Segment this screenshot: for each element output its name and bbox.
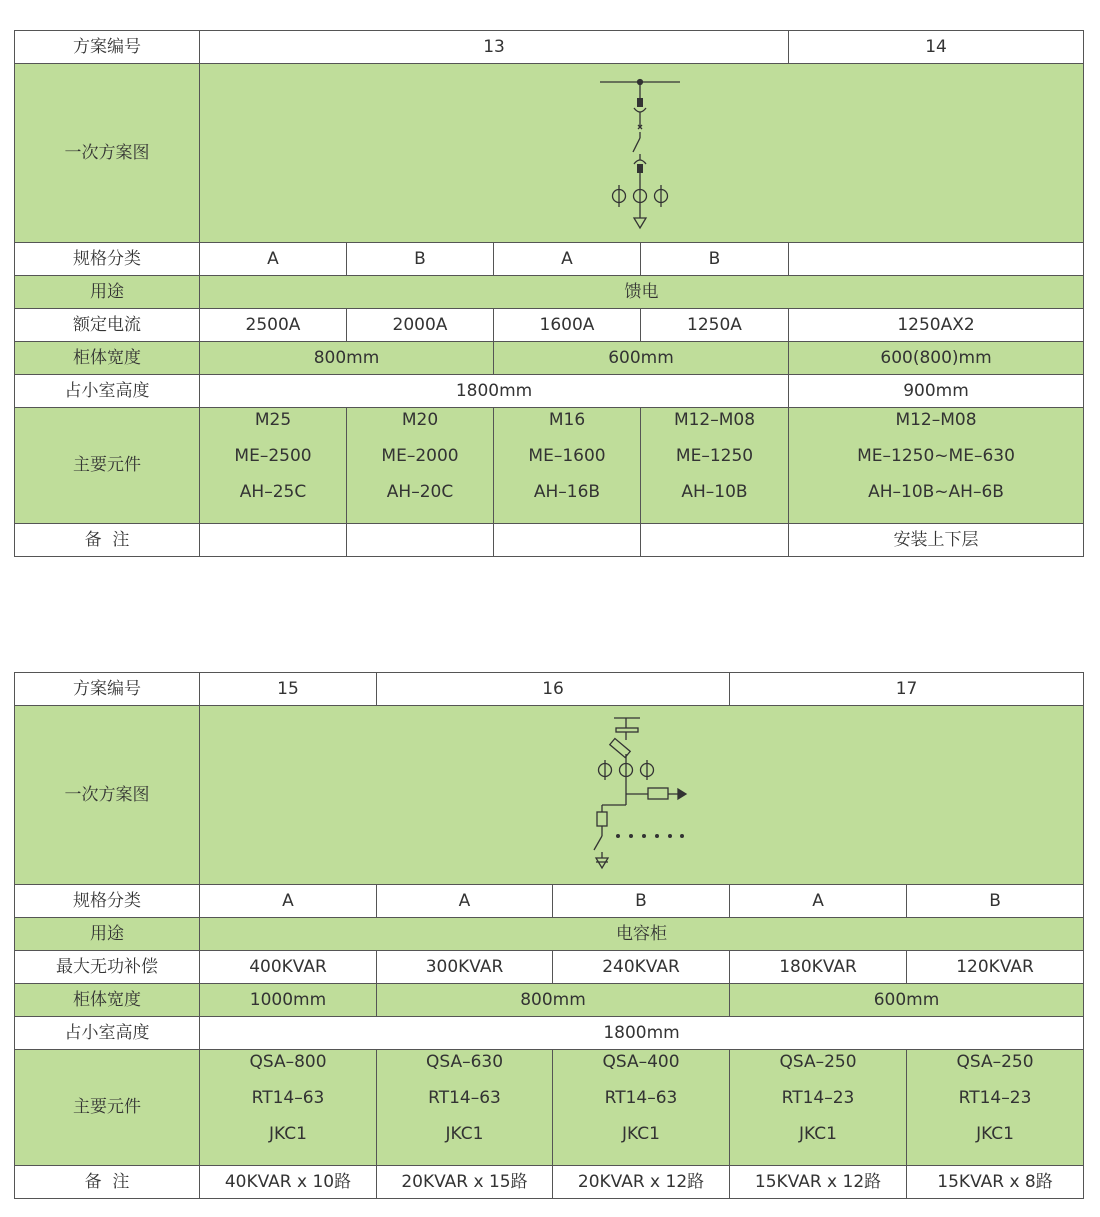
width-cell: 600mm <box>494 342 789 375</box>
component-item: RT14–63 <box>604 1087 678 1108</box>
use-cell: 馈电 <box>200 276 1084 309</box>
remark-cell <box>200 524 347 557</box>
use-header: 用途 <box>15 918 200 951</box>
component-item: JKC1 <box>976 1123 1014 1144</box>
capacitor-circuit-diagram <box>560 710 720 880</box>
components-cell <box>200 408 347 524</box>
compensation-cell: 300KVAR <box>377 951 553 984</box>
component-item: AH–16B <box>533 481 601 502</box>
spec-cell: A <box>200 243 347 276</box>
spec-cell: B <box>907 885 1084 918</box>
component-item: QSA–250 <box>956 1051 1034 1072</box>
spec-cell: A <box>494 243 641 276</box>
spec-cell: A <box>730 885 907 918</box>
scheme-number: 17 <box>730 673 1084 706</box>
height-header: 占小室高度 <box>15 375 200 408</box>
remark-cell <box>641 524 789 557</box>
component-item: M25 <box>254 409 292 430</box>
component-item: M16 <box>548 409 586 430</box>
spec-cell <box>789 243 1084 276</box>
remark-cell: 15KVAR x 12路 <box>730 1166 907 1199</box>
scheme-number: 15 <box>200 673 377 706</box>
remark-cell <box>347 524 494 557</box>
component-item: RT14–23 <box>958 1087 1032 1108</box>
component-item: M20 <box>401 409 439 430</box>
components-cell <box>730 1050 907 1166</box>
components-cell <box>347 408 494 524</box>
current-header: 额定电流 <box>15 309 200 342</box>
remark-cell: 20KVAR x 15路 <box>377 1166 553 1199</box>
compensation-header: 最大无功补偿 <box>15 951 200 984</box>
component-item: JKC1 <box>269 1123 307 1144</box>
width-cell: 800mm <box>200 342 494 375</box>
components-cell <box>789 408 1084 524</box>
component-item: QSA–250 <box>779 1051 857 1072</box>
remark-cell <box>494 524 641 557</box>
spec-cell: B <box>347 243 494 276</box>
use-cell: 电容柜 <box>200 918 1084 951</box>
width-cell: 800mm <box>377 984 730 1017</box>
diagram-header: 一次方案图 <box>15 64 200 243</box>
spec-cell: B <box>553 885 730 918</box>
component-item: M12–M08 <box>673 409 756 430</box>
width-cell: 600(800)mm <box>789 342 1084 375</box>
height-cell: 1800mm <box>200 1017 1084 1050</box>
component-item: RT14–63 <box>251 1087 325 1108</box>
compensation-cell: 180KVAR <box>730 951 907 984</box>
circuit-diagram-cell <box>200 64 1084 243</box>
current-cell: 1250A <box>641 309 789 342</box>
feeder-circuit-diagram <box>560 68 720 238</box>
circuit-diagram-cell <box>200 706 1084 885</box>
component-item: QSA–400 <box>602 1051 680 1072</box>
scheme-number: 16 <box>377 673 730 706</box>
spec-cell: A <box>377 885 553 918</box>
spec-table-1 <box>14 30 1084 557</box>
components-cell <box>200 1050 377 1166</box>
remark-cell: 15KVAR x 8路 <box>907 1166 1084 1199</box>
height-cell: 1800mm <box>200 375 789 408</box>
component-item: M12–M08 <box>895 409 977 430</box>
scheme-header: 方案编号 <box>15 31 200 64</box>
component-item: RT14–23 <box>781 1087 855 1108</box>
components-header: 主要元件 <box>15 1050 200 1166</box>
current-cell: 1250AX2 <box>789 309 1084 342</box>
remark-header: 备 注 <box>15 1166 200 1199</box>
components-cell <box>641 408 789 524</box>
component-item: AH–20C <box>386 481 454 502</box>
component-item: AH–10B <box>681 481 748 502</box>
component-item: AH–10B~AH–6B <box>868 481 1004 502</box>
spec-cell: B <box>641 243 789 276</box>
component-item: QSA–800 <box>249 1051 327 1072</box>
spec-table-2 <box>14 672 1084 1199</box>
components-cell <box>494 408 641 524</box>
components-header: 主要元件 <box>15 408 200 524</box>
compensation-cell: 240KVAR <box>553 951 730 984</box>
compensation-cell: 120KVAR <box>907 951 1084 984</box>
component-item: ME–2000 <box>381 445 459 466</box>
current-cell: 2000A <box>347 309 494 342</box>
remark-cell: 20KVAR x 12路 <box>553 1166 730 1199</box>
component-item: RT14–63 <box>428 1087 501 1108</box>
width-header: 柜体宽度 <box>15 984 200 1017</box>
use-header: 用途 <box>15 276 200 309</box>
scheme-header: 方案编号 <box>15 673 200 706</box>
compensation-cell: 400KVAR <box>200 951 377 984</box>
component-item: JKC1 <box>799 1123 837 1144</box>
component-item: ME–1250 <box>675 445 754 466</box>
spec-cell: A <box>200 885 377 918</box>
component-item: ME–2500 <box>234 445 312 466</box>
width-cell: 600mm <box>730 984 1084 1017</box>
current-cell: 1600A <box>494 309 641 342</box>
spec-header: 规格分类 <box>15 243 200 276</box>
component-item: QSA–630 <box>425 1051 504 1072</box>
width-cell: 1000mm <box>200 984 377 1017</box>
components-cell <box>553 1050 730 1166</box>
component-item: ME–1250~ME–630 <box>857 445 1015 466</box>
diagram-header: 一次方案图 <box>15 706 200 885</box>
height-header: 占小室高度 <box>15 1017 200 1050</box>
components-cell <box>377 1050 553 1166</box>
component-item: JKC1 <box>445 1123 484 1144</box>
remark-cell: 安装上下层 <box>789 524 1084 557</box>
component-item: JKC1 <box>622 1123 660 1144</box>
height-cell: 900mm <box>789 375 1084 408</box>
spec-header: 规格分类 <box>15 885 200 918</box>
remark-header: 备 注 <box>15 524 200 557</box>
current-cell: 2500A <box>200 309 347 342</box>
remark-cell: 40KVAR x 10路 <box>200 1166 377 1199</box>
component-item: ME–1600 <box>528 445 606 466</box>
scheme-number: 14 <box>789 31 1084 64</box>
component-item: AH–25C <box>239 481 307 502</box>
width-header: 柜体宽度 <box>15 342 200 375</box>
components-cell <box>907 1050 1084 1166</box>
scheme-number: 13 <box>200 31 789 64</box>
